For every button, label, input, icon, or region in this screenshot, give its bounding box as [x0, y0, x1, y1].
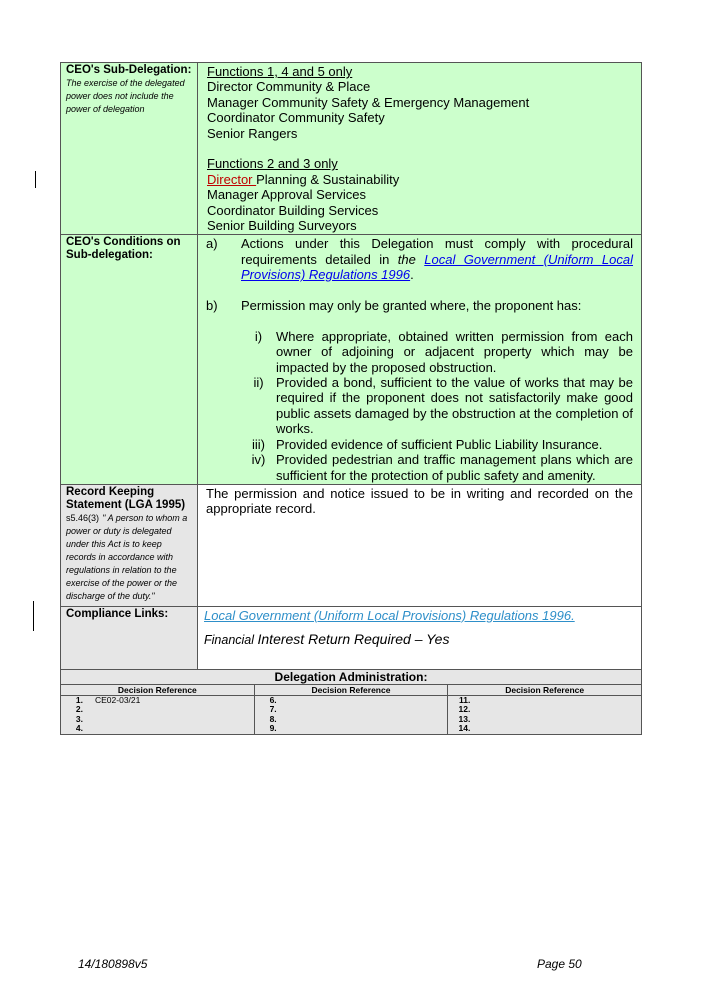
- record-keeping-label: Record Keeping Statement (LGA 1995) s5.46(3) " A person to whom a power or duty is delegated under this Act is to keep records in accordance with regulations in relation to the exercise of the power or the discharge of the duty.": [61, 485, 198, 606]
- decision-row: 14.: [458, 723, 471, 734]
- group2-item: Director Planning & Sustainability: [207, 171, 400, 187]
- administration-table: [60, 685, 642, 735]
- sub-delegation-label-note: The exercise of the delegated power does not include the power of delegation: [66, 78, 185, 114]
- decision-row: 13.: [458, 713, 471, 724]
- compliance-link[interactable]: Local Government (Uniform Local Provisions) Regulations 1996.: [204, 607, 575, 623]
- decision-row: 8.: [269, 713, 277, 724]
- record-keeping-row: [60, 485, 642, 607]
- decision-row: 1. CE02-03/21: [75, 694, 141, 705]
- tracked-change-text: Director: [207, 171, 257, 187]
- decision-row: 7.: [269, 704, 277, 715]
- group2-heading: Functions 2 and 3 only: [207, 156, 338, 172]
- condition-subitem: iv) Provided pedestrian and traffic management plans which are sufficient for the protection of public safety and amenity.: [251, 452, 633, 483]
- decision-row: 4.: [75, 723, 83, 734]
- group1-item: Senior Rangers: [207, 125, 298, 141]
- condition-subitem: i) Where appropriate, obtained written permission from each owner of adjoining or adjacent property which may be impacted by the proposed obstruction.: [254, 328, 633, 375]
- group2-item: Coordinator Building Services: [207, 202, 379, 218]
- group1-item: Coordinator Community Safety: [207, 110, 385, 126]
- decision-column: Decision Reference 6. 7. 8. 9.: [255, 685, 449, 734]
- group2-item: Senior Building Surveyors: [207, 218, 357, 234]
- compliance-row: [60, 607, 642, 670]
- condition-subitem: iii) Provided evidence of sufficient Public Liability Insurance.: [252, 436, 603, 452]
- conditions-value: [198, 235, 641, 483]
- decision-row: 6.: [269, 694, 277, 705]
- conditions-row: [60, 235, 642, 484]
- sub-delegation-label: [61, 63, 198, 234]
- document-reference: 14/180898v5: [78, 957, 148, 971]
- condition-subitem: ii) Provided a bond, sufficient to the value of works that may be required if the proponent does not satisfactorily make good public assets damaged by the obstruction at the completion of works.: [253, 375, 633, 437]
- group2-item: Manager Approval Services: [207, 187, 366, 203]
- record-keeping-value: The permission and notice issued to be in writing and recorded on the appropriate record.: [206, 485, 633, 517]
- revision-bar: [33, 601, 34, 631]
- page-number: Page 50: [537, 957, 582, 971]
- group1-heading: Functions 1, 4 and 5 only: [207, 64, 353, 79]
- group1-item: Director Community & Place: [207, 79, 371, 95]
- decision-column: Decision Reference 11. 12. 13. 14.: [448, 685, 641, 734]
- sub-delegation-label-bold: CEO's Sub-Delegation:: [66, 64, 192, 76]
- delegation-table: [60, 62, 642, 735]
- group1-item: Manager Community Safety & Emergency Management: [207, 94, 530, 110]
- revision-bar: [35, 171, 36, 188]
- compliance-value: [198, 607, 641, 669]
- compliance-label: Compliance Links:: [61, 607, 198, 669]
- decision-row: 12.: [458, 704, 471, 715]
- regulations-link[interactable]: Local Government (Uniform Local Provisions) Regulations 1996: [241, 251, 633, 283]
- condition-a: a) Actions under this Delegation must comply with procedural requirements detailed in the Local Government (Uniform Local Provisions) Regulations 1996.: [206, 236, 633, 283]
- sub-delegation-value: [198, 63, 641, 234]
- decision-row: 3.: [75, 713, 83, 724]
- sub-delegation-row: [60, 62, 642, 235]
- decision-column: Decision Reference 1. CE02-03/21 2. 3. 4.: [61, 685, 255, 734]
- administration-title: Delegation Administration:: [60, 670, 642, 685]
- conditions-label: CEO's Conditions on Sub-delegation:: [61, 235, 198, 483]
- condition-b: b) Permission may only be granted where, the proponent has:: [206, 298, 582, 314]
- decision-row: 9.: [269, 723, 277, 734]
- decision-row: 2.: [75, 704, 83, 715]
- decision-row: 11.: [458, 694, 471, 705]
- financial-interest: Financial Interest Return Required – Yes: [204, 631, 450, 648]
